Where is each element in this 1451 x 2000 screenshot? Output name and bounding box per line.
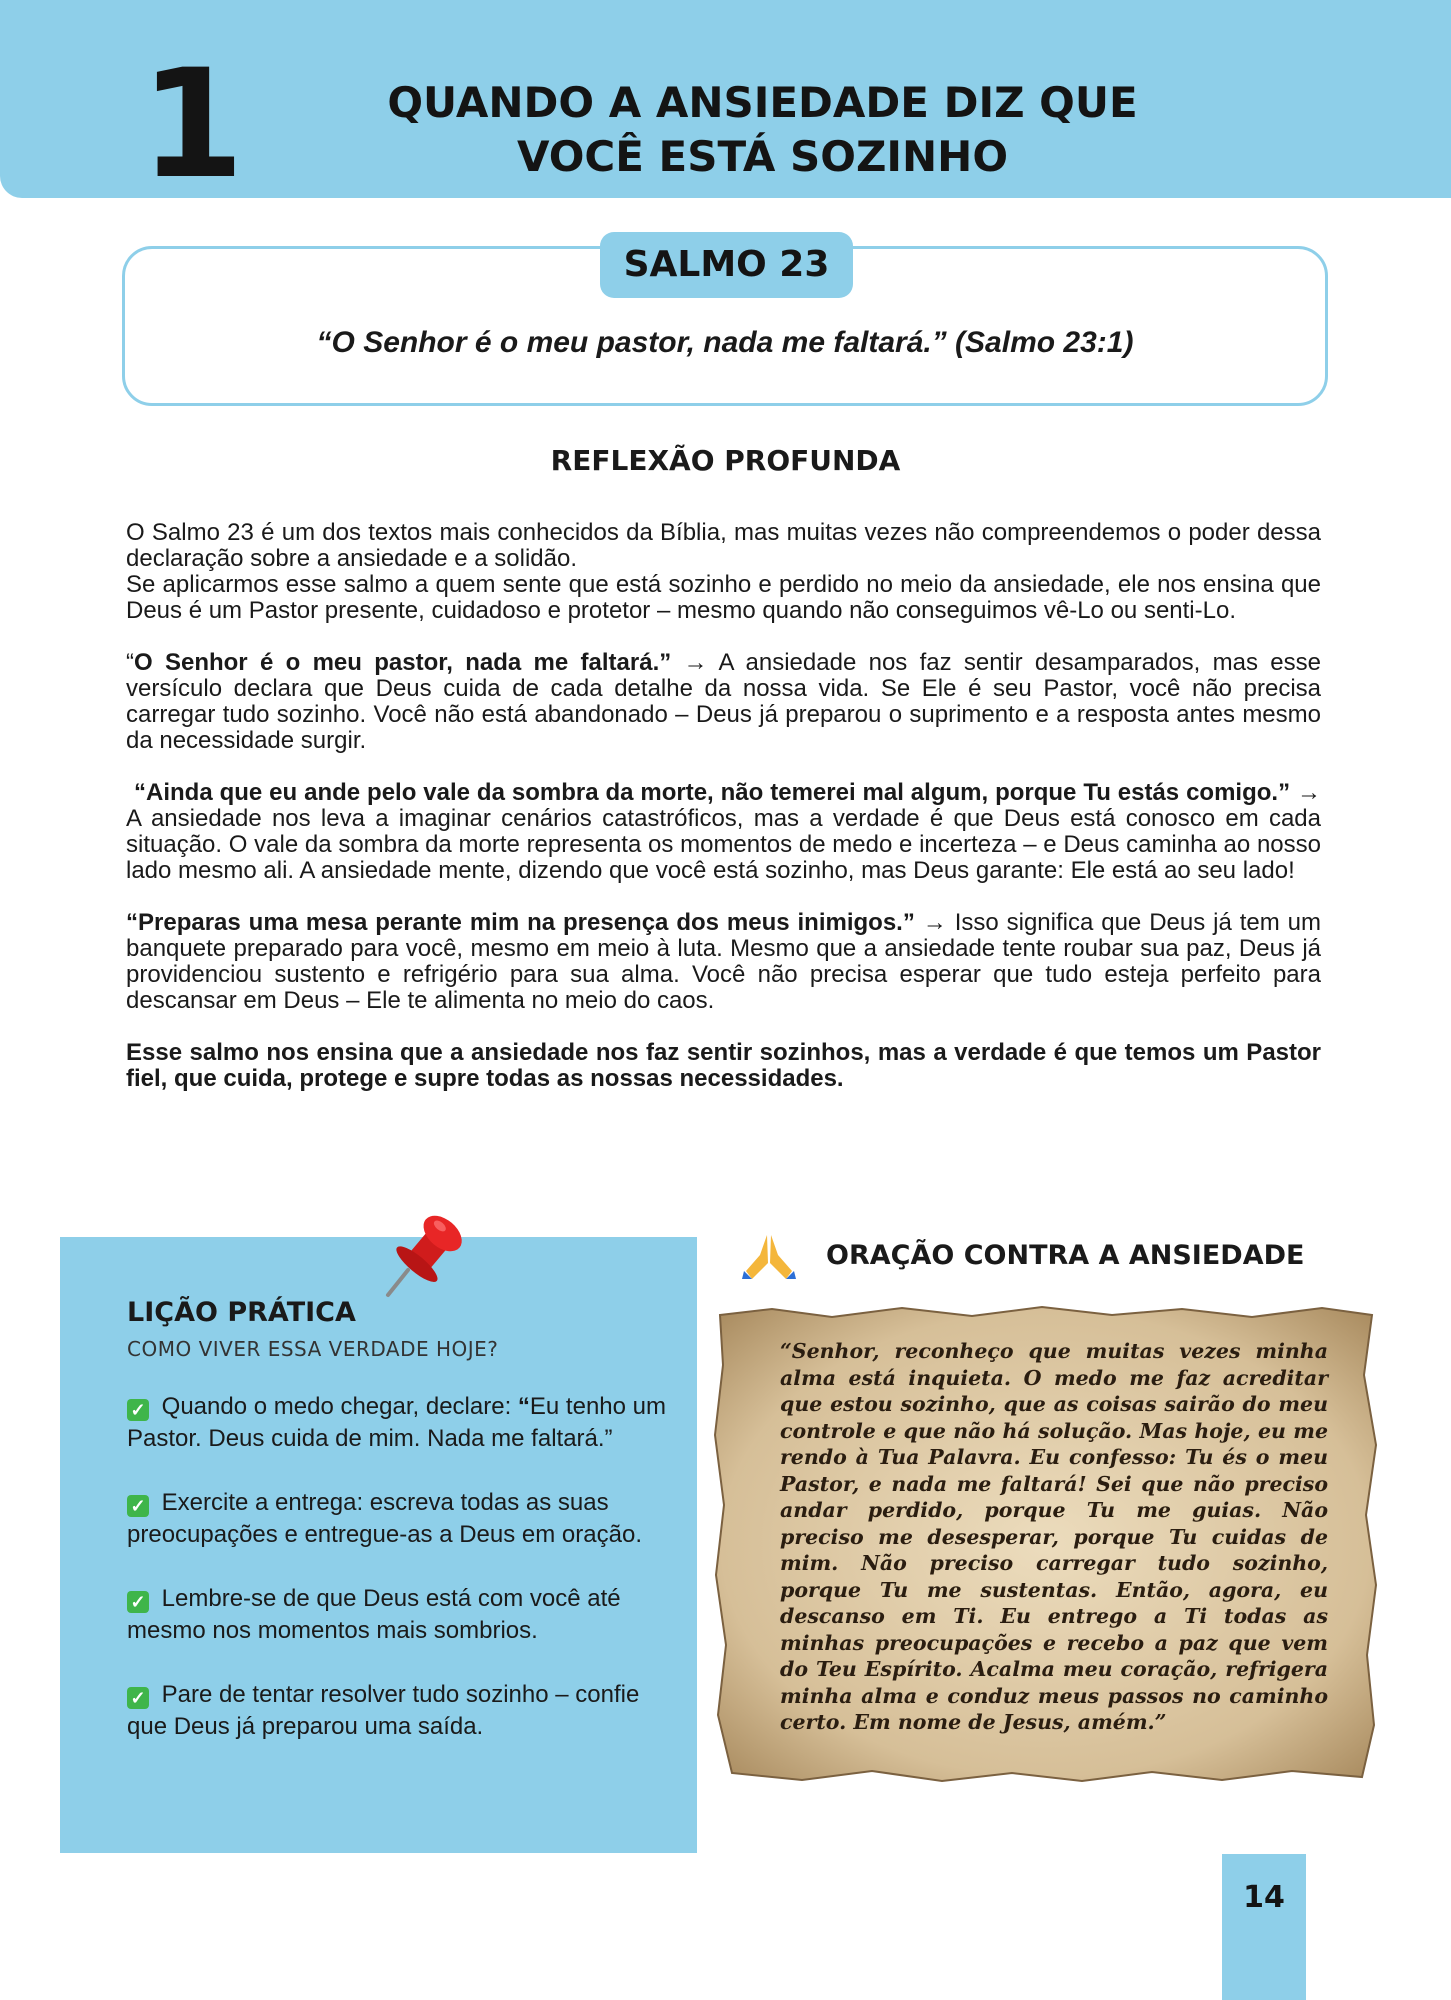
- reflection-conclusion: Esse salmo nos ensina que a ansiedade nos faz sentir sozinhos, mas a verdade é que temos um Pastor fiel, que cuida, protege e supre todas as nossas necessidades.: [126, 1039, 1321, 1092]
- page-number-badge: [1222, 1854, 1306, 2000]
- prayer-title: ORAÇÃO CONTRA A ANSIEDADE: [826, 1240, 1305, 1271]
- psalm-label: SALMO 23: [600, 232, 853, 298]
- check-mark-icon: ✓: [127, 1687, 149, 1709]
- verse-highlight: “Preparas uma mesa perante mim na presença dos meus inimigos.”: [126, 909, 915, 936]
- psalm-quote: “O Senhor é o meu pastor, nada me faltará.” (Salmo 23:1): [316, 326, 1134, 359]
- check-mark-icon: ✓: [127, 1495, 149, 1517]
- verse-highlight: O Senhor é o meu pastor, nada me faltará.”: [134, 649, 672, 676]
- lesson-subtitle: COMO VIVER ESSA VERDADE HOJE?: [127, 1337, 499, 1361]
- reflection-paragraph: Se aplicarmos esse salmo a quem sente que está sozinho e perdido no meio da ansiedade, ele nos ensina que Deus é um Pastor presente, cuidadoso e protetor – mesmo quando não conseguimos vê-Lo ou senti-Lo.: [126, 571, 1321, 624]
- lesson-item: ✓ Quando o medo chegar, declare: “Eu tenho um Pastor. Deus cuida de mim. Nada me faltará.”: [127, 1393, 666, 1452]
- check-mark-icon: ✓: [127, 1399, 149, 1421]
- lesson-list: [127, 1391, 667, 1775]
- check-mark-icon: ✓: [127, 1591, 149, 1613]
- praying-hands-icon: [740, 1233, 798, 1281]
- reflection-paragraph: “Preparas uma mesa perante mim na presença dos meus inimigos.” → Isso significa que Deus já tem um banquete preparado para você, mesmo em meio à luta. Mesmo que a ansiedade tente roubar sua paz, Deus já providenciou sustento e refrigério para sua alma. Você não precisa esperar que tudo esteja perfeito para descansar em Deus – Ele te alimenta no meio do caos.: [126, 909, 1321, 1014]
- lesson-title: LIÇÃO PRÁTICA: [127, 1297, 356, 1328]
- lesson-item: ✓ Exercite a entrega: escreva todas as suas preocupações e entregue-as a Deus em oração.: [127, 1489, 642, 1548]
- page-number: 14: [1243, 1880, 1285, 1915]
- reflection-paragraph: O Salmo 23 é um dos textos mais conhecidos da Bíblia, mas muitas vezes não compreendemos o poder dessa declaração sobre a ansiedade e a solidão.: [126, 519, 1321, 572]
- chapter-title: [300, 76, 1225, 184]
- reflection-title: REFLEXÃO PROFUNDA: [550, 444, 901, 477]
- reflection-body: [126, 520, 1321, 1092]
- prayer-text: “Senhor, reconheço que muitas vezes minha alma está inquieta. O medo me faz acreditar que estou sozinho, que as coisas sairão do meu controle e que não há solução. Mas hoje, eu me rendo à Tua Palavra. Eu confesso: Tu és o meu Pastor, e nada me faltará! Sei que não preciso andar perdido, porque Tu me guias. Não preciso me desesperar, porque Tu cuidas de mim. Não preciso carregar tudo sozinho, porque Tu me sustentas. Então, agora, eu descanso em Ti. Eu entrego a Ti todas as minhas preocupações e recebo a paz que vem do Teu Espírito. Acalma meu coração, refrigera minha alma e conduz meus passos no caminho certo. Em nome de Jesus, amém.”: [780, 1339, 1328, 1734]
- lesson-item: ✓ Lembre-se de que Deus está com você até mesmo nos momentos mais sombrios.: [127, 1585, 621, 1644]
- reflection-paragraph: “Ainda que eu ande pelo vale da sombra da morte, não temerei mal algum, porque Tu estás comigo.” → A ansiedade nos leva a imaginar cenários catastróficos, mas a verdade é que Deus está conosco em cada situação. O vale da sombra da morte representa os momentos de medo e incerteza – e Deus caminha ao nosso lado mesmo ali. A ansiedade mente, dizendo que você está sozinho, mas Deus garante: Ele está ao seu lado!: [126, 779, 1321, 884]
- chapter-number: 1: [140, 38, 241, 212]
- pushpin-icon: [378, 1200, 478, 1300]
- lesson-item: ✓ Pare de tentar resolver tudo sozinho – confie que Deus já preparou uma saída.: [127, 1681, 640, 1740]
- chapter-title-line1: QUANDO A ANSIEDADE DIZ QUE: [387, 78, 1138, 127]
- reflection-paragraph: “O Senhor é o meu pastor, nada me faltará.” → A ansiedade nos faz sentir desamparados, mas esse versículo declara que Deus cuida de cada detalhe da nossa vida. Se Ele é seu Pastor, você não precisa carregar tudo sozinho. Você não está abandonado – Deus já preparou o suprimento e a resposta antes mesmo da necessidade surgir.: [126, 649, 1321, 754]
- chapter-title-line2: VOCÊ ESTÁ SOZINHO: [516, 132, 1009, 181]
- verse-highlight: “Ainda que eu ande pelo vale da sombra da morte, não temerei mal algum, porque Tu estás comigo.”: [134, 779, 1291, 806]
